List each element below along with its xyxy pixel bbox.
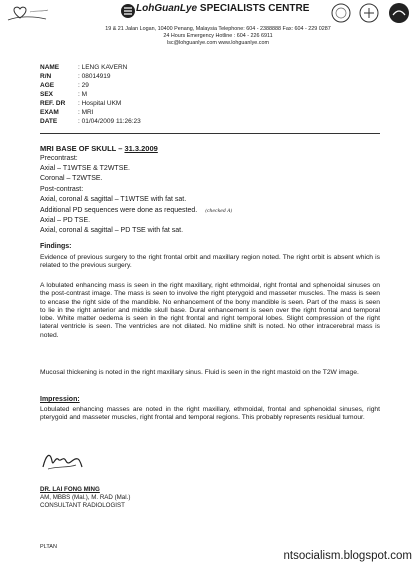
blog-watermark: ntsocialism.blogspot.com <box>283 550 412 562</box>
footer-code: PLTAN <box>40 544 57 550</box>
sequence-line: Axial – PD TSE. <box>40 217 91 224</box>
sequence-line: Axial – T1WTSE & T2WTSE. <box>40 165 130 172</box>
exam-title-date: 31.3.2009 <box>124 144 158 153</box>
field-value-ref-dr: : Hospital UKM <box>78 100 122 107</box>
clinic-name <box>136 3 309 14</box>
hospital-heart-logo-icon <box>6 4 66 26</box>
field-label-date: DATE <box>40 118 58 125</box>
field-label-ref-dr: REF. DR <box>40 100 66 107</box>
clinic-name-suffix: SPECIALISTS CENTRE <box>199 3 310 14</box>
findings-heading: Findings: <box>40 243 72 250</box>
field-label-sex: SEX <box>40 91 54 98</box>
impression-heading: Impression: <box>40 396 80 403</box>
radiologist-title: CONSULTANT RADIOLOGIST <box>40 502 125 509</box>
radiologist-name: DR. LAI FONG MING <box>40 486 100 493</box>
findings-paragraph: Evidence of previous surgery to the right frontal orbit and maxillary region noted. The right orbit is absent which is related to the previous surgery. <box>40 254 380 270</box>
findings-paragraph: A lobulated enhancing mass is seen in the right maxillary, right ethmoidal, right frontal and sphenoidal sinuses on the post-contrast image. The mass is seen to involve the right pterygoid and masseter muscles. The mass is seen to encase the right side of the mandible. No enhancement of the bony mandible is seen. Part of the mass is seen to lie in the right anterior and middle skull base. Dural enhancement is seen over the right frontal and temporal lobe. White matter oedema is seen in the right frontal and right temporal lobes. Slight compression of the right lateral ventricle is seen. The ventricles are not dilated. No midline shift is noted. No other intracerebral mass is noted. <box>40 282 380 339</box>
impression-text: Lobulated enhancing masses are noted in the right maxillary, ethmoidal, frontal and sphenoidal sinuses, right pterygoid and masseter muscles, right frontal and temporal regions. This probably represents residual tumour. <box>40 406 380 422</box>
field-label-age: AGE <box>40 82 55 89</box>
field-value-sex: : M <box>78 91 88 98</box>
accreditation-seals-icon <box>330 2 414 24</box>
header-divider <box>40 133 380 134</box>
field-value-name: : LENG KAVERN <box>78 64 128 71</box>
findings-paragraph: Mucosal thickening is noted in the right maxillary sinus. Fluid is seen in the right mastoid on the T2W image. <box>40 369 359 376</box>
field-value-date: : 01/04/2009 11:26:23 <box>78 118 141 125</box>
address-line: 19 & 21 Jalan Logan, 10400 Penang, Malaysia Telephone: 604 - 2388888 Fax: 604 - 229 0287 <box>105 26 331 32</box>
clinic-address-block <box>78 26 358 47</box>
exam-title <box>40 144 158 153</box>
radiologist-qualifications: AM, MBBS (Mal.), M. RAD (Mal.) <box>40 494 131 501</box>
sequence-line: Post-contrast: <box>40 186 84 193</box>
field-label-name: NAME <box>40 64 60 71</box>
exam-title-text: MRI BASE OF SKULL – <box>40 144 125 153</box>
precontrast-label: Precontrast: <box>40 155 78 162</box>
field-value-rn: : 08014919 <box>78 73 111 80</box>
clinic-name-main: LohGuanLye <box>136 3 198 14</box>
field-label-rn: R/N <box>40 73 52 80</box>
handwritten-signature-icon <box>40 447 84 475</box>
contact-line: lsc@lohguanlye.com www.lohguanlye.com <box>167 40 269 46</box>
sequence-line: Additional PD sequences were done as requested. <box>40 207 198 214</box>
handwritten-note: (checked A) <box>205 209 233 214</box>
sequence-line-with-note <box>40 207 232 214</box>
lgl-emblem-icon <box>120 3 136 19</box>
field-label-exam: EXAM <box>40 109 59 116</box>
field-value-exam: : MRI <box>78 109 94 116</box>
sequence-line: Axial, coronal & sagittal – T1WTSE with fat sat. <box>40 196 187 203</box>
field-value-age: : 29 <box>78 82 89 89</box>
emergency-line: 24 Hours Emergency Hotline : 604 - 226 6911 <box>163 33 273 39</box>
sequence-line: Axial, coronal & sagittal – PD TSE with fat sat. <box>40 227 184 234</box>
sequence-line: Coronal – T2WTSE. <box>40 175 103 182</box>
